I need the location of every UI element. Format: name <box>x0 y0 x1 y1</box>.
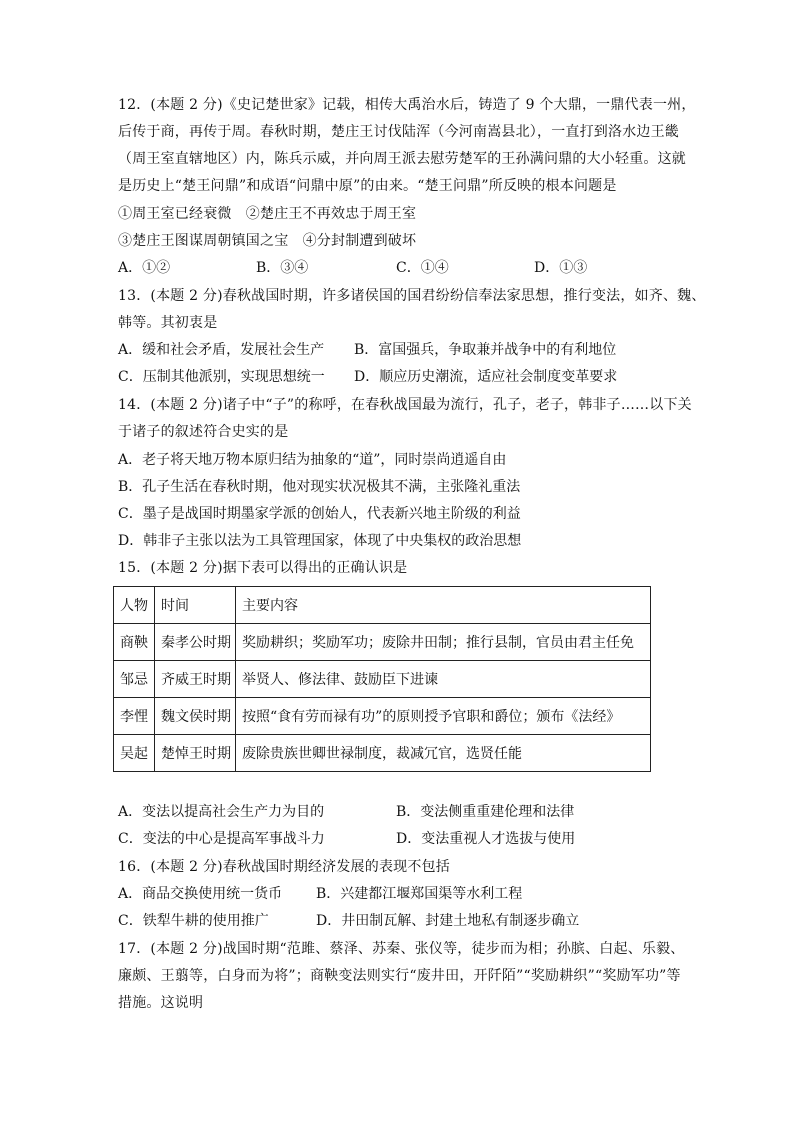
table-row <box>114 735 651 772</box>
q16-option-b[interactable]: B．兴建都江堰郑国渠等水利工程 <box>316 886 523 902</box>
q12-statement-line-1: ①周王室已经衰微 ②楚庄王不再效忠于周王室 <box>118 206 417 222</box>
table-row <box>114 624 651 661</box>
table-cell: 奖励耕织；奖励军功；废除井田制；推行县制，官员由君主任免 <box>236 624 651 661</box>
reform-table <box>113 586 651 772</box>
table-cell: 楚悼王时期 <box>155 735 236 772</box>
q15-option-a[interactable]: A．变法以提高社会生产力为目的 <box>118 804 325 820</box>
q12-option-a[interactable]: A．①② <box>118 260 171 276</box>
q13-stem-line-2: 韩等。其初衷是 <box>118 315 218 331</box>
q13-option-a[interactable]: A．缓和社会矛盾，发展社会生产 <box>118 342 325 358</box>
q17-stem-line-1: 17．(本题 2 分)战国时期“范雎、蔡泽、苏秦、张仪等，徒步而为相；孙膑、白起、乐毅、 <box>118 941 685 957</box>
q14-stem-line-2: 于诸子的叙述符合史实的是 <box>118 424 289 440</box>
q12-stem-line-3: （周王室直辖地区）内，陈兵示威，并向周王派去慰劳楚军的王孙满问鼎的大小轻重。这就 <box>118 151 686 167</box>
q12-option-d[interactable]: D．①③ <box>534 260 588 276</box>
q14-option-d[interactable]: D．韩非子主张以法为工具管理国家，体现了中央集权的政治思想 <box>118 533 522 549</box>
table-header-cell: 主要内容 <box>236 587 651 624</box>
table-header-row <box>114 587 651 624</box>
table-row <box>114 661 651 698</box>
table-cell: 举贤人、修法律、鼓励臣下进谏 <box>236 661 651 698</box>
q14-option-b[interactable]: B．孔子生活在春秋时期，他对现实状况极其不满，主张隆礼重法 <box>118 479 521 495</box>
table-cell: 邹忌 <box>114 661 155 698</box>
table-header-cell: 人物 <box>114 587 155 624</box>
table-cell: 吴起 <box>114 735 155 772</box>
table-cell: 魏文侯时期 <box>155 698 236 735</box>
q15-option-c[interactable]: C．变法的中心是提高军事战斗力 <box>118 831 325 847</box>
q12-stem-line-2: 后传于商，再传于周。春秋时期，楚庄王讨伐陆浑（今河南嵩县北），一直打到洛水边王畿 <box>118 124 679 140</box>
q12-option-b[interactable]: B．③④ <box>256 260 309 276</box>
q12-stem-line-4: 是历史上“楚王问鼎”和成语“问鼎中原”的由来。“楚王问鼎”所反映的根本问题是 <box>118 178 617 194</box>
table-cell: 齐威王时期 <box>155 661 236 698</box>
table-cell: 秦孝公时期 <box>155 624 236 661</box>
q14-option-c[interactable]: C．墨子是战国时期墨家学派的创始人，代表新兴地主阶级的利益 <box>118 506 521 522</box>
q16-option-d[interactable]: D．井田制瓦解、封建土地私有制逐步确立 <box>316 913 580 929</box>
q16-stem: 16．(本题 2 分)春秋战国时期经济发展的表现不包括 <box>118 859 450 875</box>
q13-stem-line-1: 13．(本题 2 分)春秋战国时期，许多诸侯国的国君纷纷信奉法家思想，推行变法，如齐、魏、 <box>118 288 706 304</box>
q12-option-c[interactable]: C．①④ <box>396 260 449 276</box>
q15-option-b[interactable]: B．变法侧重重建伦理和法律 <box>396 804 575 820</box>
table-cell: 商鞅 <box>114 624 155 661</box>
table-row <box>114 698 651 735</box>
q17-stem-line-3: 措施。这说明 <box>118 995 204 1011</box>
table-cell: 按照“食有劳而禄有功”的原则授予官职和爵位；颁布《法经》 <box>236 698 651 735</box>
table-cell: 废除贵族世卿世禄制度，裁减冗官，选贤任能 <box>236 735 651 772</box>
q13-option-c[interactable]: C．压制其他派别，实现思想统一 <box>118 369 325 385</box>
q15-stem: 15．(本题 2 分)据下表可以得出的正确认识是 <box>118 560 408 576</box>
q12-stem-line-1: 12．(本题 2 分)《史记楚世家》记载，相传大禹治水后，铸造了 9 个大鼎，一鼎代表一州， <box>118 97 696 113</box>
q12-statement-line-2: ③楚庄王图谋周朝镇国之宝 ④分封制遭到破坏 <box>118 233 417 249</box>
q16-option-a[interactable]: A．商品交换使用统一货币 <box>118 886 283 902</box>
table-header-cell: 时间 <box>155 587 236 624</box>
table-cell: 李悝 <box>114 698 155 735</box>
q13-option-b[interactable]: B．富国强兵，争取兼并战争中的有利地位 <box>354 342 617 358</box>
q17-stem-line-2: 廉颇、王翦等，白身而为将”；商鞅变法则实行“废井田，开阡陌”“奖励耕织”“奖励军功”等 <box>118 968 681 984</box>
q15-option-d[interactable]: D．变法重视人才选拔与使用 <box>396 831 576 847</box>
q14-stem-line-1: 14．(本题 2 分)诸子中“子”的称呼，在春秋战国最为流行，孔子，老子，韩非子……以下关 <box>118 397 692 413</box>
q13-option-d[interactable]: D．顺应历史潮流，适应社会制度变革要求 <box>354 369 618 385</box>
q14-option-a[interactable]: A．老子将天地万物本原归结为抽象的“道”，同时崇尚逍遥自由 <box>118 452 507 468</box>
q16-option-c[interactable]: C．铁犁牛耕的使用推广 <box>118 913 269 929</box>
